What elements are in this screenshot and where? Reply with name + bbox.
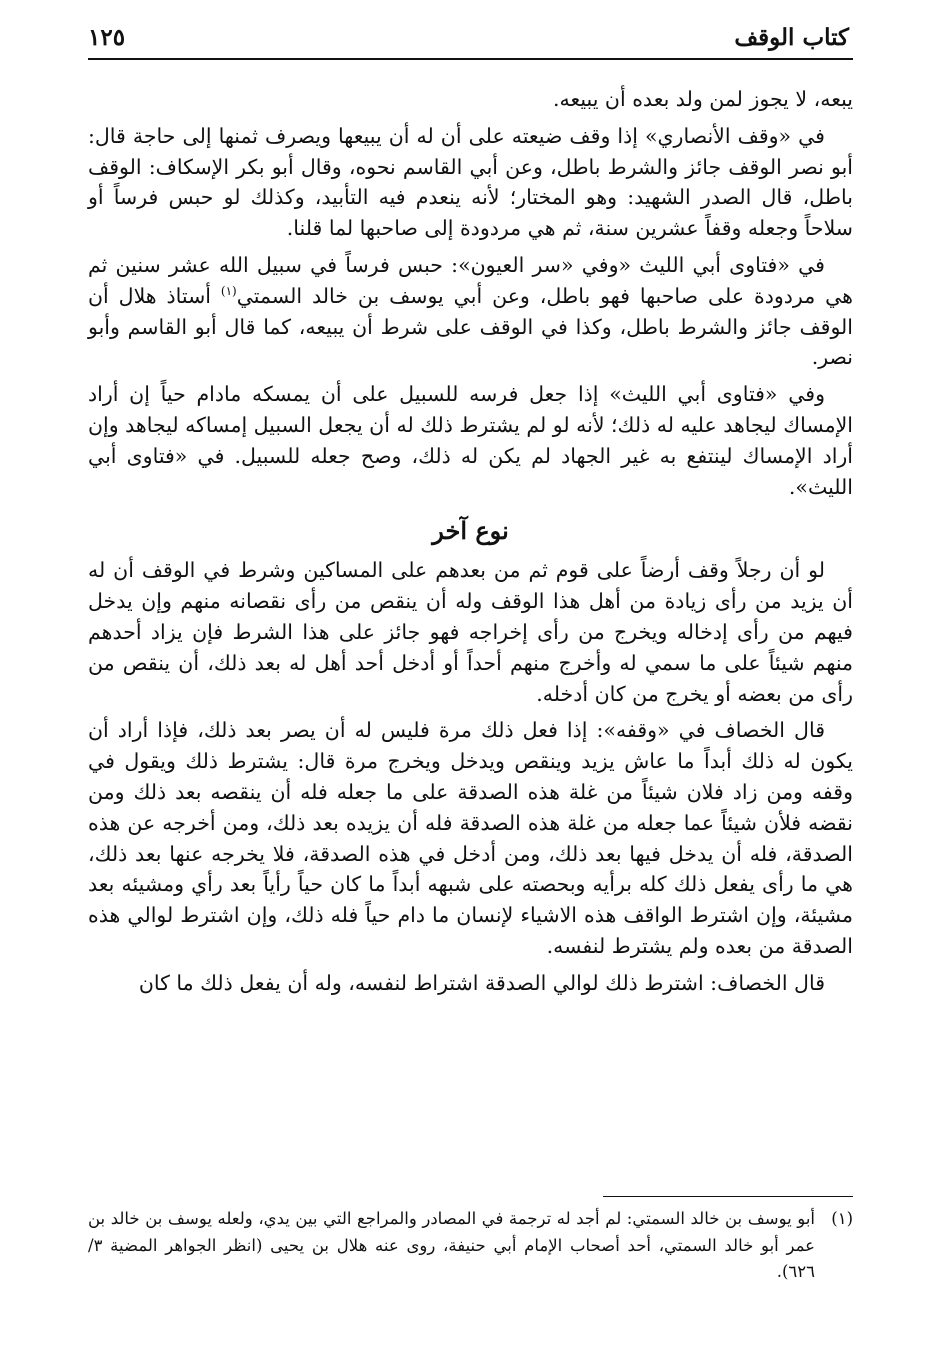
footnote-text: أبو يوسف بن خالد السمتي: لم أجد له ترجمة في المصادر والمراجع التي بين يدي، ولعله يوسف بن خالد بن عمر أبو خالد السمتي، أحد أصحاب الإمام أبي حنيفة، روى عنه هلال بن يحيى (انظر الجواهر المضية ٣/ ٦٢٦). <box>88 1209 815 1281</box>
footnote-number: (١) <box>831 1209 853 1228</box>
paragraph: يبعه، لا يجوز لمن ولد بعده أن يبيعه. <box>552 87 853 111</box>
page-body <box>88 84 853 1005</box>
footnote-divider <box>603 1196 853 1197</box>
footnote <box>88 1206 853 1286</box>
paragraph: لو أن رجلاً وقف أرضاً على قوم ثم من بعدهم على المساكين وشرط في الوقف أن له أن يزيد من رأى زيادة من أهل هذا الوقف وله أن ينقص من رأى نقصانه منهم وإن يدخل فيهم من رأى إدخاله ويخرج من رأى إخراجه فهو جائز على هذا الشرط فإن يزاد أحدهم منهم شيئاً على ما سمي له وأخرج منهم أحداً أو أدخل أحد أهل له بعد ذلك، أن ينقص من رأى من بعضه أو يخرج من كان أدخله. <box>88 558 853 706</box>
book-page <box>88 0 853 1364</box>
section-heading: نوع آخر <box>432 516 509 546</box>
paragraph-text: أستاذ هلال أن الوقف جائز والشرط باطل، وكذا في الوقف على شرط أن يبيعه، كما قال أبو القاسم وأبو نصر. <box>88 283 853 370</box>
paragraph: وفي «فتاوى أبي الليث» إذا جعل فرسه للسبيل على أن يمسكه مادام حياً إن أراد الإمساك ليجاهد عليه له ذلك؛ لأنه لو لم يشترط ذلك له أن يجعل السبيل إمساكه ليجاهد وإن أراد الإمساك لينتفع به غير الجهاد لم يكن له ذلك، وصح جعله للسبيل. في «فتاوى أبي الليث». <box>88 382 853 499</box>
footnotes-section <box>88 1206 853 1286</box>
page-header <box>88 18 853 60</box>
page-number: ١٢٥ <box>88 24 126 51</box>
paragraph-text: في «فتاوى أبي الليث «وفي «سر العيون»: حبس فرساً في سبيل الله عشر سنين ثم هي مردودة على صاحبها فهو باطل، وعن أبي يوسف بن خالد السمتي <box>88 252 853 308</box>
paragraph: في «وقف الأنصاري» إذا وقف ضيعته على أن له أن يبيعها ويصرف ثمنها إلى حاجة قال: أبو نصر الوقف جائز والشرط باطل، وعن أبي القاسم نحوه، وقال أبو بكر الإسكاف: الوقف باطل، قال الصدر الشهيد: وهو المختار؛ لأنه ينعدم فيه التأبيد، وكذلك لو حبس فرساً أو سلاحاً وجعله وقفاً عشرين سنة، ثم هي مردودة إلى صاحبها لما قلنا. <box>88 123 853 241</box>
paragraph: قال الخصاف: اشترط ذلك لوالي الصدقة اشتراط لنفسه، وله أن يفعل ذلك ما كان <box>138 970 825 995</box>
paragraph: قال الخصاف في «وقفه»: إذا فعل ذلك مرة فليس له أن يصر بعد ذلك، فإذا أراد أن يكون له ذلك أبداً ما عاش يزيد وينقص ويدخل ويخرج مرة قال: يشترط ذلك ويقول في وقفه ومن زاد فلان شيئاً من غلة هذه الصدقة على ما جعله فله أن ينقصه بعد ذلك ومن نقضه فلأن شيئاً عما جعله من غلة هذه الصدقة فله أن يزيده بعد ذلك، ومن أخرجه عن هذه الصدقة، فله أن يدخل فيها بعد ذلك، ومن أدخل في هذه الصدقة، فلا يخرجه عنها بعد ذلك، هي ما رأى يفعل ذلك كله برأيه وبحصته على شبهه أبداً ما كان حياً رأياً بعد رأي ومشيئه بعد مشيئة، وإن اشترط الواقف هذه الاشياء لإنسان ما دام حياً فله ذلك، وإن اشترط لوالي هذه الصدقة من بعده ولم يشترط لنفسه. <box>88 718 853 958</box>
footnote-reference[interactable]: (١) <box>220 283 237 298</box>
book-title: كتاب الوقف <box>734 24 849 51</box>
paragraph-with-footnote <box>88 250 853 373</box>
